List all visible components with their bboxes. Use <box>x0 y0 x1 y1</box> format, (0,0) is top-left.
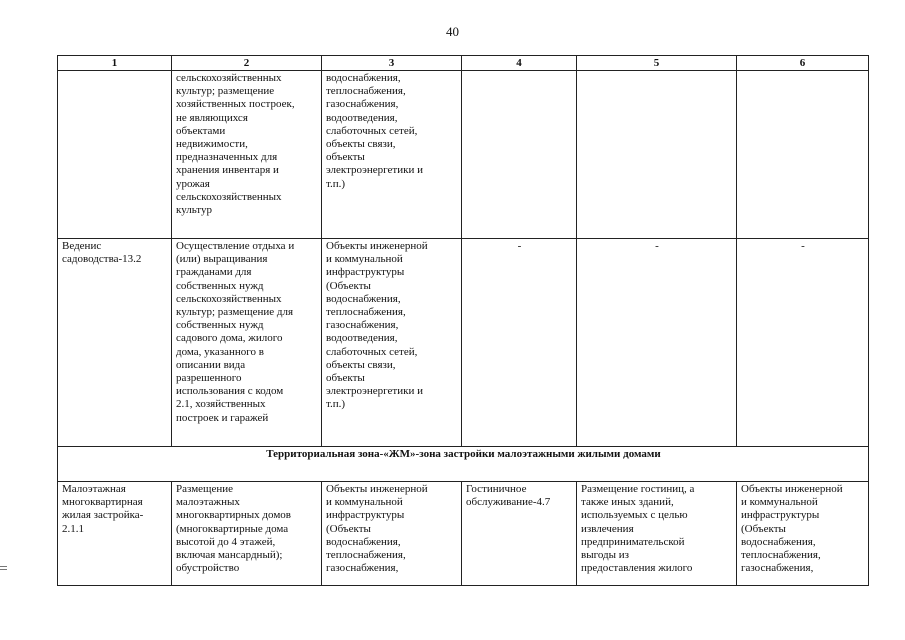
cell-text-line: Объекты инженерной <box>741 483 843 495</box>
cell-text-line: сельскохозяйственных <box>176 72 282 84</box>
cell-conditional-use <box>462 239 577 447</box>
cell-text-line: Гостиничное <box>466 483 527 495</box>
cell-text-line: выгоды из <box>581 549 629 562</box>
cell-conditional-description <box>577 71 737 239</box>
cell-conditional-auxiliary <box>737 239 869 447</box>
cell-text-line: водоотведения, <box>326 332 398 345</box>
cell-text-line: хранения инвентаря и <box>176 164 279 177</box>
cell-text-line: (многоквартирные дома <box>176 522 289 535</box>
table-row <box>58 239 869 447</box>
cell-permitted-use <box>58 482 172 586</box>
cell-text-line: газоснабжения, <box>326 319 399 332</box>
column-header-3: 3 <box>322 56 462 71</box>
cell-text-line: и коммунальной <box>326 496 403 509</box>
cell-text-line: и коммунальной <box>326 253 403 266</box>
cell-text-line: водоснабжения, <box>326 292 401 305</box>
cell-text-line: - <box>517 240 522 252</box>
column-header-1: 1 <box>58 56 172 71</box>
cell-text-line: также иных зданий, <box>581 496 674 509</box>
cell-text-line: Объекты инженерной <box>326 240 428 252</box>
cell-text-line: инфраструктуры <box>326 509 405 522</box>
cell-text-line: предпринимательской <box>581 535 685 548</box>
cell-text-line: электроэнергетики и <box>326 385 423 398</box>
cell-text-line: многоквартирных домов <box>176 509 291 522</box>
page-number: 40 <box>446 24 459 39</box>
cell-conditional-description <box>577 482 737 586</box>
cell-text-line: объекты <box>326 151 365 164</box>
cell-text-line: предоставления жилого <box>581 562 693 575</box>
cell-text-line: использования с кодом <box>176 385 284 398</box>
cell-text-line: дома, указанного в <box>176 345 264 358</box>
cell-text-line: обслуживание-4.7 <box>466 496 551 509</box>
cell-text-line: используемых с целью <box>581 509 688 522</box>
zone-heading-row <box>58 447 869 482</box>
cell-text-line: описании вида <box>176 358 246 371</box>
cell-text-line: объектами <box>176 124 226 137</box>
cell-text-line: урожая <box>176 177 210 190</box>
cell-text-line: слаботочных сетей, <box>326 345 418 358</box>
cell-text-line: инфраструктуры <box>326 266 405 279</box>
cell-use-description <box>172 482 322 586</box>
cell-text-line: слаботочных сетей, <box>326 124 418 137</box>
cell-text-line: собственных нужд <box>176 319 264 332</box>
cell-text-line: Осуществление отдыха и <box>176 240 295 252</box>
cell-text-line: гражданами для <box>176 266 252 279</box>
cell-text-line: Малоэтажная <box>62 483 126 495</box>
zoning-table <box>57 55 869 586</box>
cell-text-line: сельскохозяйственных <box>176 190 282 203</box>
cell-text-line: садового дома, жилого <box>176 332 283 345</box>
cell-text-line: культур <box>176 204 212 217</box>
cell-text-line: (или) выращивания <box>176 253 268 266</box>
cell-text-line: разрешенного <box>176 372 242 385</box>
column-header-5: 5 <box>577 56 737 71</box>
cell-conditional-use <box>462 71 577 239</box>
cell-use-description <box>172 239 322 447</box>
cell-text-line: объекты связи, <box>326 358 396 371</box>
cell-text-line: Веденис <box>62 240 102 252</box>
cell-text-line: высотой до 4 этажей, <box>176 535 276 548</box>
cell-text-line: хозяйственных построек, <box>176 98 295 111</box>
cell-text-line: водоснабжения, <box>326 72 401 84</box>
column-header-2: 2 <box>172 56 322 71</box>
cell-text-line: собственных нужд <box>176 279 264 292</box>
cell-text-line: объекты <box>326 372 365 385</box>
cell-text-line: малоэтажных <box>176 496 240 509</box>
cell-text-line: Размещение <box>176 483 234 495</box>
cell-text-line: т.п.) <box>326 398 346 411</box>
cell-text-line: не являющихся <box>176 111 248 124</box>
cell-conditional-description <box>577 239 737 447</box>
cell-permitted-use <box>58 239 172 447</box>
cell-text-line: культур; размещение <box>176 85 275 98</box>
cell-text-line: Размещение гостиниц, а <box>581 483 695 495</box>
cell-text-line: культур; размещение для <box>176 306 294 319</box>
cell-text-line: теплоснабжения, <box>741 549 821 562</box>
cell-text-line: (Объекты <box>326 522 371 535</box>
table-row <box>58 482 869 586</box>
cell-text-line: теплоснабжения, <box>326 85 406 98</box>
cell-use-description <box>172 71 322 239</box>
cell-conditional-use <box>462 482 577 586</box>
cell-text-line: недвижимости, <box>176 138 248 151</box>
cell-text-line: (Объекты <box>326 279 371 292</box>
cell-text-line: жилая застройка- <box>62 509 144 522</box>
cell-text-line: газоснабжения, <box>741 562 814 575</box>
table-row <box>58 71 869 239</box>
cell-text-line: объекты связи, <box>326 138 396 151</box>
table-header-row <box>58 56 869 71</box>
cell-text-line: 2.1.1 <box>62 522 84 535</box>
cell-permitted-use <box>58 71 172 239</box>
cell-text-line: предназначенных для <box>176 151 278 164</box>
cell-text-line: теплоснабжения, <box>326 306 406 319</box>
cell-text-line: 2.1, хозяйственных <box>176 398 266 411</box>
cell-auxiliary-objects <box>322 239 462 447</box>
cell-text-line: водоснабжения, <box>741 535 816 548</box>
cell-text-line: извлечения <box>581 522 634 535</box>
cell-text-line: Объекты инженерной <box>326 483 428 495</box>
cell-text-line: сельскохозяйственных <box>176 292 282 305</box>
cell-text-line: - <box>655 240 659 252</box>
cell-text-line: - <box>801 240 805 252</box>
cell-conditional-auxiliary <box>737 71 869 239</box>
cell-text-line: газоснабжения, <box>326 98 399 111</box>
cell-text-line: многоквартирная <box>62 496 143 509</box>
cell-auxiliary-objects <box>322 482 462 586</box>
scan-margin-mark <box>0 566 7 574</box>
column-header-6: 6 <box>737 56 869 71</box>
cell-text-line: инфраструктуры <box>741 509 820 522</box>
cell-text-line: построек и гаражей <box>176 411 269 424</box>
cell-text-line: садоводства-13.2 <box>62 253 142 266</box>
cell-text-line: электроэнергетики и <box>326 164 423 177</box>
cell-text-line: водоотведения, <box>326 111 398 124</box>
column-header-4: 4 <box>462 56 577 71</box>
cell-text-line: газоснабжения, <box>326 562 399 575</box>
cell-text-line: т.п.) <box>326 177 346 190</box>
zone-title: Территориальная зона-«ЖМ»-зона застройки малоэтажными жилыми домами <box>58 447 869 482</box>
cell-text-line: водоснабжения, <box>326 535 401 548</box>
cell-text-line: (Объекты <box>741 522 786 535</box>
cell-text-line: обустройство <box>176 562 240 575</box>
cell-text-line: и коммунальной <box>741 496 818 509</box>
cell-auxiliary-objects <box>322 71 462 239</box>
cell-text-line: теплоснабжения, <box>326 549 406 562</box>
cell-conditional-auxiliary <box>737 482 869 586</box>
cell-text-line: включая мансардный); <box>176 549 283 562</box>
